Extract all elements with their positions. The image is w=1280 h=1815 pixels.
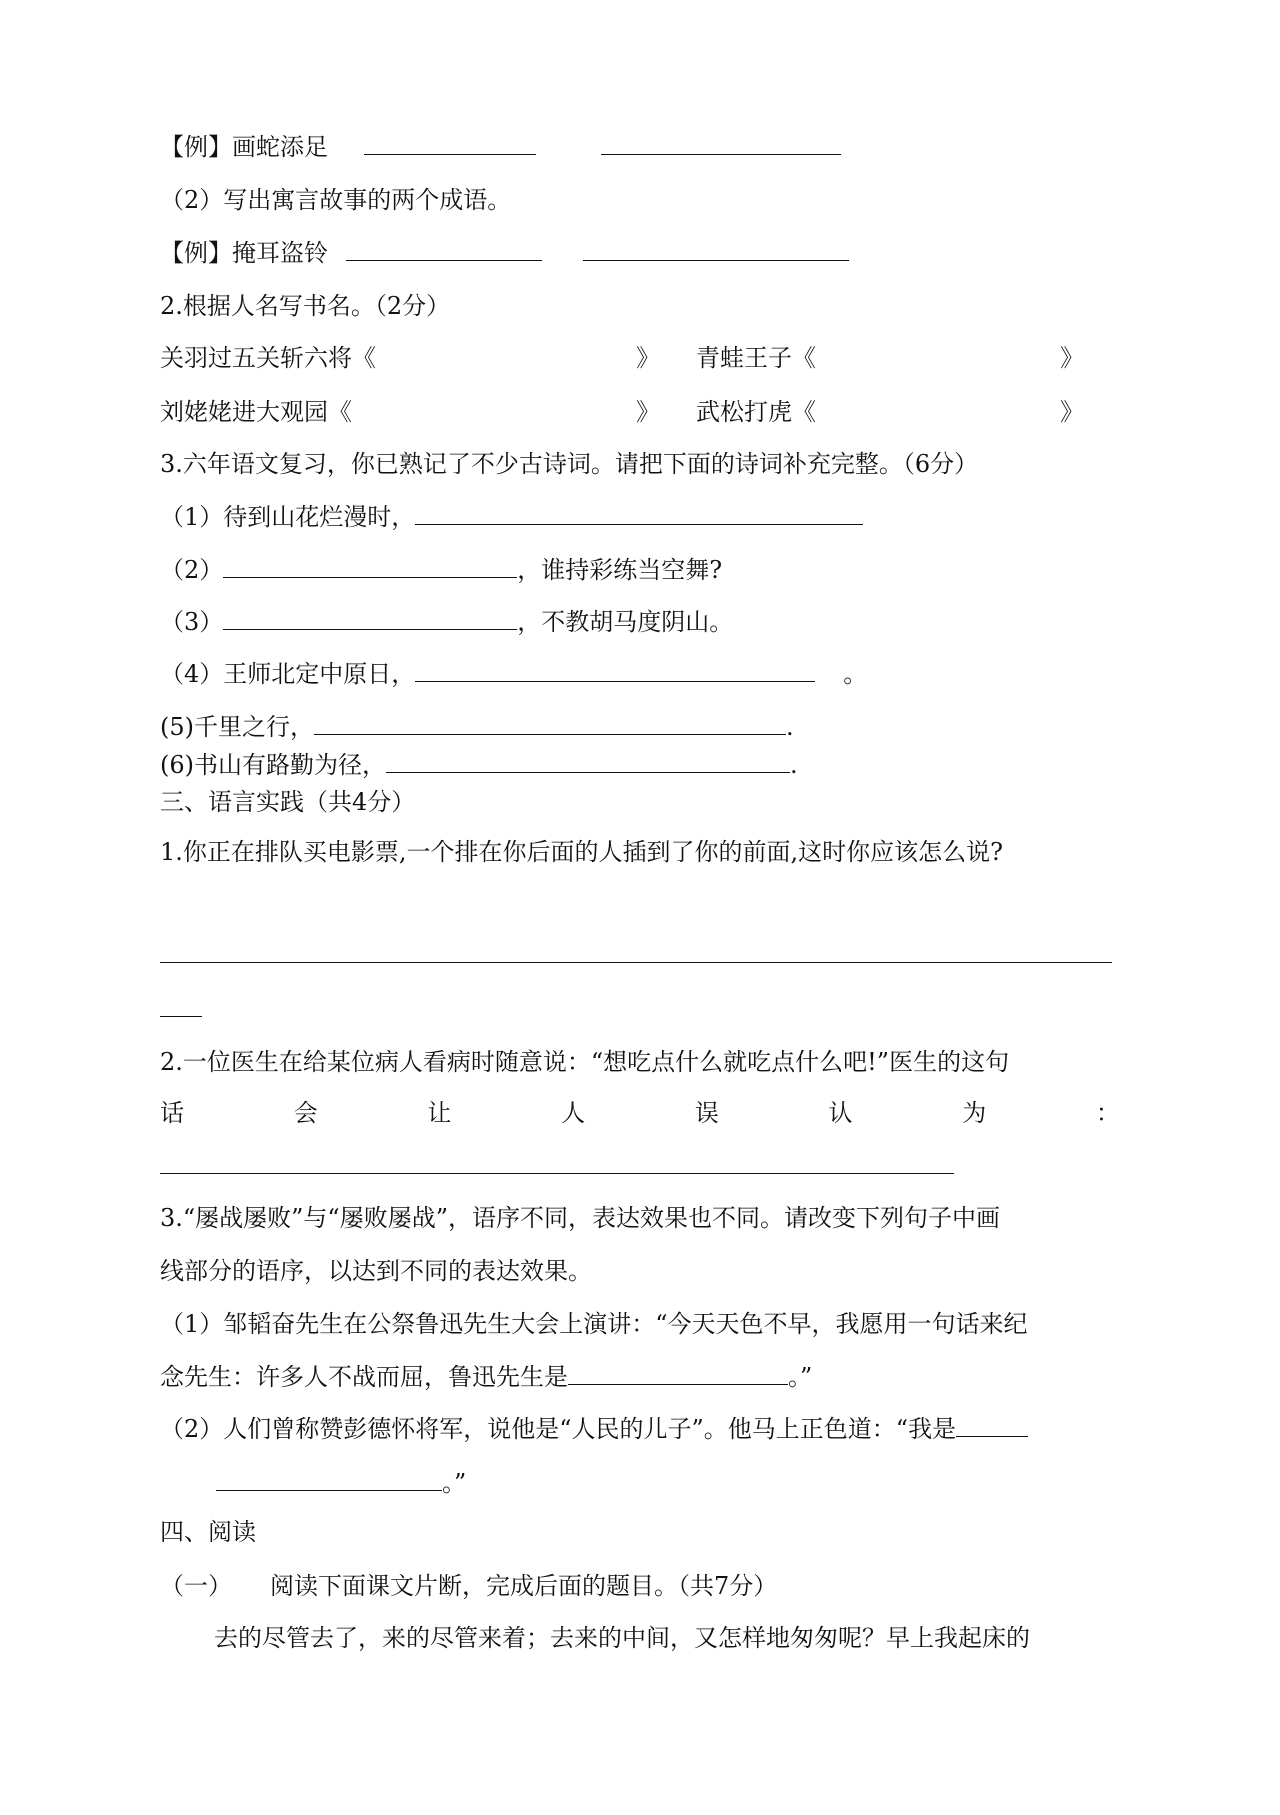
poem-4: [160, 657, 867, 690]
book-4-name: 武松打虎《: [696, 398, 816, 426]
poem-2: [160, 553, 722, 586]
poem-5: [160, 710, 794, 743]
example-line-1: [160, 130, 841, 163]
q3-2-text: （2）人们曾称赞彭德怀将军，说他是“人民的儿子”。他马上正色道：“我是: [160, 1415, 957, 1443]
answer-blank[interactable]: [216, 1466, 442, 1491]
poem-6-end: .: [790, 751, 798, 779]
book-1-close: 》: [636, 344, 660, 372]
poem-1-text: （1）待到山花烂漫时，: [160, 503, 416, 531]
section-3-title: 三、语言实践（共4分）: [160, 788, 416, 816]
poem-3-num: （3）: [160, 608, 224, 636]
answer-blank[interactable]: [415, 500, 863, 525]
section-3-q3-2-line1: [160, 1412, 1028, 1445]
section-3-q3-1-line1: （1）邹韬奋先生在公祭鲁迅先生大会上演讲：“今天天色不早，我愿用一句话来纪: [160, 1310, 1028, 1338]
answer-blank[interactable]: [346, 236, 542, 261]
answer-blank[interactable]: [568, 1360, 788, 1385]
section-3-q3-1-line2: [160, 1360, 812, 1393]
answer-blank[interactable]: [386, 748, 790, 773]
poem-6: [160, 748, 798, 781]
answer-blank[interactable]: [956, 1412, 1028, 1437]
book-4-close: 》: [1060, 398, 1084, 426]
answer-blank[interactable]: [223, 553, 517, 578]
poem-3: [160, 605, 733, 638]
answer-line[interactable]: [160, 1016, 202, 1017]
spread-char: ：: [1095, 1099, 1120, 1127]
answer-blank[interactable]: [364, 130, 536, 155]
passage-line-1: 去的尽管去了，来的尽管来着；去来的中间，又怎样地匆匆呢？早上我起床的: [214, 1624, 1030, 1652]
section-4-title: 四、阅读: [160, 1518, 256, 1546]
spread-char: 让: [427, 1099, 452, 1127]
section-3-q3-line2: 线部分的语序，以达到不同的表达效果。: [160, 1257, 592, 1285]
spread-char: 话: [160, 1099, 184, 1127]
section-3-q1: 1.你正在排队买电影票,一个排在你后面的人插到了你的前面,这时你应该怎么说?: [160, 838, 1004, 866]
section-3-q2-spread-line: [160, 1097, 1120, 1129]
question-1-2: （2）写出寓言故事的两个成语。: [160, 186, 512, 214]
answer-line[interactable]: [160, 1173, 954, 1174]
answer-blank[interactable]: [415, 657, 815, 682]
book-3-close: 》: [636, 398, 660, 426]
poem-2-num: （2）: [160, 556, 224, 584]
spread-char: 为: [962, 1099, 987, 1127]
example-line-2: [160, 236, 849, 269]
book-1-name: 关羽过五关斩六将《: [160, 344, 376, 372]
part-1-num: （一）: [160, 1572, 232, 1600]
section-3-q2-line1: 2.一位医生在给某位病人看病时随意说：“想吃点什么就吃点什么吧!”医生的这句: [160, 1048, 1010, 1076]
answer-line[interactable]: [160, 962, 1112, 963]
poem-5-end: .: [786, 713, 794, 741]
book-2-close: 》: [1060, 344, 1084, 372]
question-3-title: 3.六年语文复习，你已熟记了不少古诗词。请把下面的诗词补充完整。（6分）: [160, 450, 979, 478]
question-2-title: 2.根据人名写书名。（2分）: [160, 292, 451, 320]
answer-blank[interactable]: [583, 236, 849, 261]
poem-1: [160, 500, 863, 533]
part-1-title: 阅读下面课文片断，完成后面的题目。（共7分）: [270, 1572, 778, 1600]
spread-char: 认: [828, 1099, 853, 1127]
section-3-q3-2-line2: [216, 1466, 466, 1499]
example-2-label: 【例】掩耳盗铃: [160, 239, 328, 267]
poem-4-text: （4）王师北定中原日，: [160, 660, 416, 688]
poem-2-text: ，谁持彩练当空舞?: [517, 556, 723, 584]
q3-1-end: 。”: [788, 1363, 813, 1391]
section-3-q3-line1: 3.“屡战屡败”与“屡败屡战”，语序不同，表达效果也不同。请改变下列句子中画: [160, 1204, 1000, 1232]
spread-char: 会: [293, 1099, 318, 1127]
answer-blank[interactable]: [601, 130, 841, 155]
q3-1-text: 念先生：许多人不战而屈，鲁迅先生是: [160, 1363, 568, 1391]
spread-char: 误: [694, 1099, 719, 1127]
answer-blank[interactable]: [223, 605, 517, 630]
answer-blank[interactable]: [314, 710, 786, 735]
book-2-name: 青蛙王子《: [696, 344, 816, 372]
poem-3-text: ，不教胡马度阴山。: [517, 608, 734, 636]
book-3-name: 刘姥姥进大观园《: [160, 398, 352, 426]
q3-2-end: 。”: [442, 1469, 467, 1497]
example-1-label: 【例】画蛇添足: [160, 133, 328, 161]
spread-char: 人: [561, 1099, 586, 1127]
poem-5-text: (5)千里之行，: [160, 713, 314, 741]
poem-4-end: 。: [843, 660, 868, 688]
poem-6-text: (6)书山有路勤为径，: [160, 751, 386, 779]
